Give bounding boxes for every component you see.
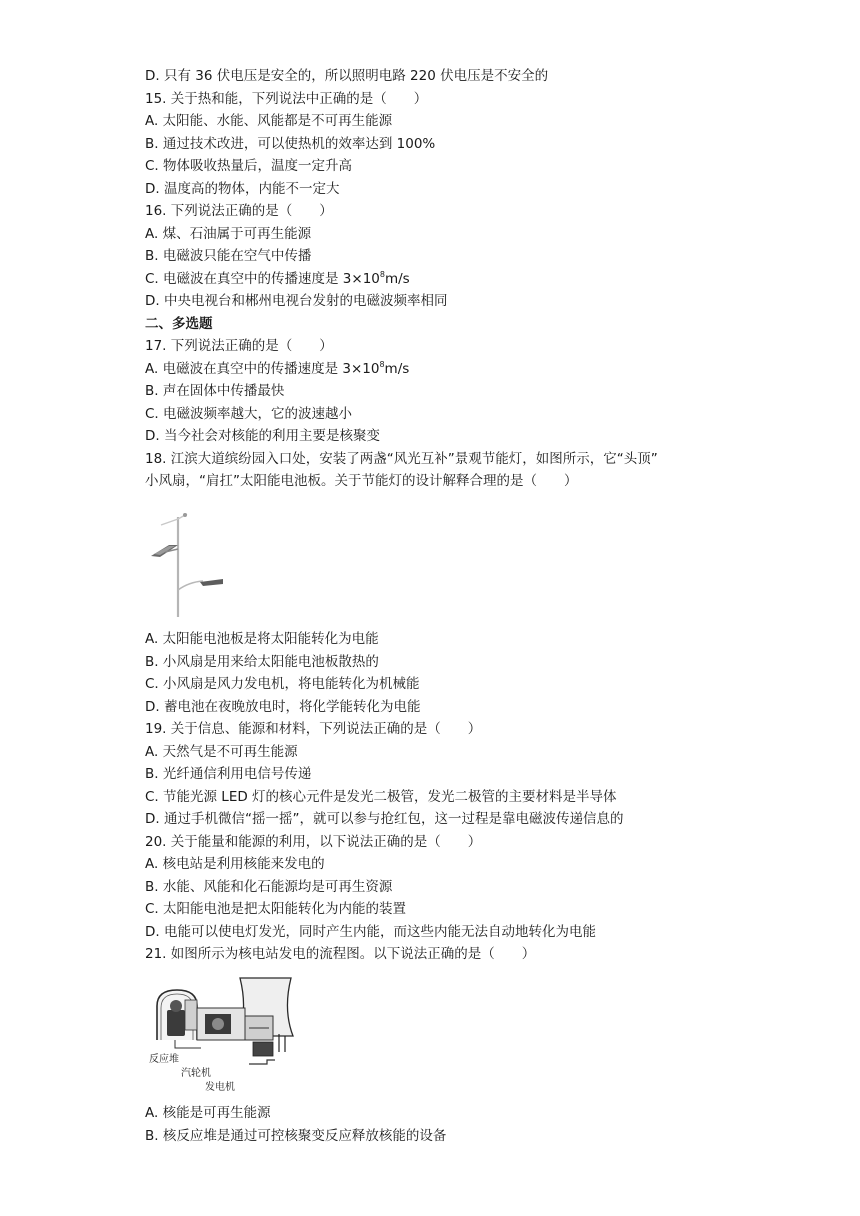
q20-option-a: A. 核电站是利用核能来发电的 <box>145 856 325 872</box>
q18-stem-line-2: 小风扇，“肩扛”太阳能电池板。关于节能灯的设计解释合理的是（ ） <box>145 473 578 489</box>
q17-option-b: B. 声在固体中传播最快 <box>145 383 285 399</box>
q21-option-a: A. 核能是可再生能源 <box>145 1105 271 1121</box>
q18-stem-line-1: 18. 江滨大道缤纷园入口处，安装了两盏“风光互补”景观节能灯，如图所示，它“头顶” <box>145 451 658 467</box>
q17-option-a-exponent: 8 <box>379 360 385 369</box>
nuclear-plant-figure <box>145 970 305 1095</box>
q17-option-a-unit: m/s <box>384 361 410 377</box>
q20-option-d: D. 电能可以使电灯发光，同时产生内能，而这些内能无法自动地转化为电能 <box>145 924 596 940</box>
reactor-label: 反应堆 <box>149 1054 179 1065</box>
q18-option-d: D. 蓄电池在夜晚放电时，将化学能转化为电能 <box>145 699 421 715</box>
q20-option-c: C. 太阳能电池是把太阳能转化为内能的装置 <box>145 901 407 917</box>
q20-stem: 20. 关于能量和能源的利用，以下说法正确的是（ ） <box>145 834 482 850</box>
q16-option-c-text: C. 电磁波在真空中的传播速度是 3×10 <box>145 271 380 287</box>
q17-option-a-text: A. 电磁波在真空中的传播速度是 3×10 <box>145 361 380 377</box>
q16-option-a: A. 煤、石油属于可再生能源 <box>145 226 312 242</box>
generator-label: 发电机 <box>205 1082 235 1093</box>
q18-option-a: A. 太阳能电池板是将太阳能转化为电能 <box>145 631 379 647</box>
q16-option-c <box>145 270 410 288</box>
q19-option-c: C. 节能光源 LED 灯的核心元件是发光二极管，发光二极管的主要材料是半导体 <box>145 789 617 805</box>
q17-option-d: D. 当今社会对核能的利用主要是核聚变 <box>145 428 380 444</box>
q18-option-b: B. 小风扇是用来给太阳能电池板散热的 <box>145 654 379 670</box>
q16-option-c-exponent: 8 <box>379 270 385 279</box>
q19-stem: 19. 关于信息、能源和材料，下列说法正确的是（ ） <box>145 721 482 737</box>
q19-option-b: B. 光纤通信利用电信号传递 <box>145 766 312 782</box>
q19-option-a: A. 天然气是不可再生能源 <box>145 744 298 760</box>
q15-option-b: B. 通过技术改进，可以使热机的效率达到 100% <box>145 136 436 152</box>
q17-stem: 17. 下列说法正确的是（ ） <box>145 338 333 354</box>
section-title-multiple-choice: 二、多选题 <box>145 316 213 332</box>
q17-option-c: C. 电磁波频率越大，它的波速越小 <box>145 406 353 422</box>
q17-option-a <box>145 360 409 378</box>
q15-option-d: D. 温度高的物体，内能不一定大 <box>145 181 340 197</box>
street-lamp-figure <box>145 505 235 620</box>
q20-option-b: B. 水能、风能和化石能源均是可再生资源 <box>145 879 393 895</box>
q16-option-c-unit: m/s <box>384 271 410 287</box>
q15-option-a: A. 太阳能、水能、风能都是不可再生能源 <box>145 113 393 129</box>
q16-option-d: D. 中央电视台和郴州电视台发射的电磁波频率相同 <box>145 293 448 309</box>
q15-option-c: C. 物体吸收热量后，温度一定升高 <box>145 158 353 174</box>
q21-stem: 21. 如图所示为核电站发电的流程图。以下说法正确的是（ ） <box>145 946 536 962</box>
q19-option-d: D. 通过手机微信“摇一摇”，就可以参与抢红包，这一过程是靠电磁波传递信息的 <box>145 811 624 827</box>
turbine-label: 汽轮机 <box>181 1068 211 1079</box>
q16-stem: 16. 下列说法正确的是（ ） <box>145 203 333 219</box>
q15-stem: 15. 关于热和能，下列说法中正确的是（ ） <box>145 91 428 107</box>
q16-option-b: B. 电磁波只能在空气中传播 <box>145 248 312 264</box>
q14-option-d: D. 只有 36 伏电压是安全的，所以照明电路 220 伏电压是不安全的 <box>145 68 549 84</box>
q21-option-b: B. 核反应堆是通过可控核聚变反应释放核能的设备 <box>145 1128 447 1144</box>
q18-option-c: C. 小风扇是风力发电机，将电能转化为机械能 <box>145 676 420 692</box>
